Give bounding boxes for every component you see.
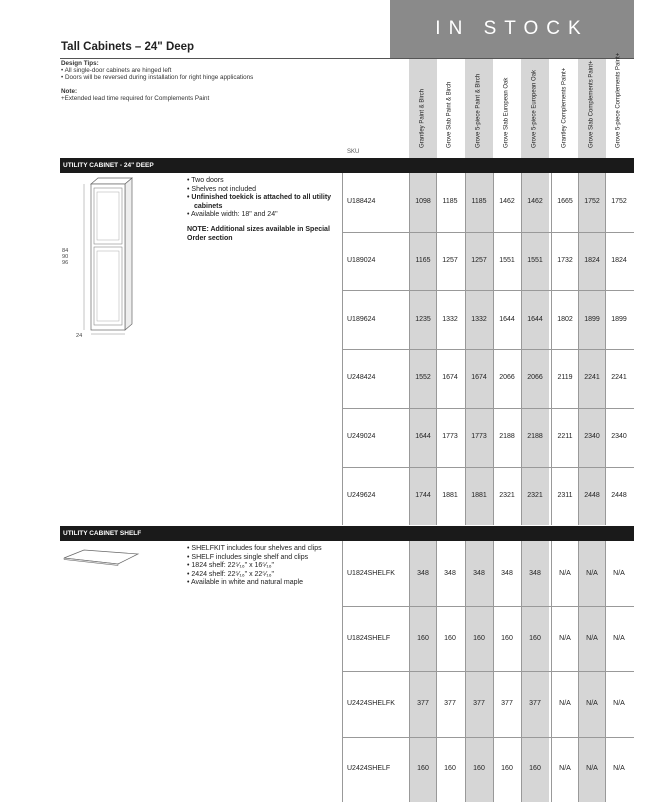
price-cell: 1257: [471, 257, 487, 265]
price-cell: 2311: [557, 491, 573, 499]
grid-line: [342, 467, 634, 468]
price-cell: 2340: [584, 433, 600, 441]
bullet-item: • 2424 shelf: 22⁵⁄₁₆" x 22⁵⁄₁₆": [187, 570, 275, 578]
design-tips: [61, 60, 341, 102]
bullet-item: • SHELF includes single shelf and clips: [187, 553, 309, 561]
price-cell: 1732: [557, 257, 573, 265]
price-cell: 2448: [584, 491, 600, 499]
price-cell: 1462: [499, 198, 515, 206]
width-dimension: 24: [76, 333, 83, 339]
price-cell: 2321: [499, 491, 515, 499]
price-cell: N/A: [586, 700, 598, 707]
price-cell: 2241: [584, 374, 600, 382]
column-header-label: Grove 5-piece Paint & Birch: [475, 74, 482, 149]
price-cell: 1802: [557, 315, 573, 323]
height-dimension: 84 90 96: [62, 248, 69, 266]
price-cell: 160: [501, 634, 513, 642]
column-header-label: Grove 5-piece European Oak: [531, 70, 538, 149]
bullet-item: • 1824 shelf: 22⁵⁄₁₆" x 16⁵⁄₁₆": [187, 562, 275, 570]
tip-item: • All single-door cabinets are hinged left: [61, 67, 172, 74]
price-cell: 377: [529, 700, 541, 707]
sku-cell: U2424SHELFK: [347, 700, 395, 707]
price-cell: 160: [501, 765, 513, 773]
price-cell: 1773: [442, 433, 458, 441]
grid-line: [342, 408, 634, 409]
price-cell: 160: [529, 634, 541, 642]
column-header: [493, 59, 521, 155]
price-cell: 2188: [527, 433, 543, 441]
price-cell: 1462: [527, 198, 543, 206]
price-cell: N/A: [613, 634, 625, 642]
column-header: [465, 59, 493, 155]
price-cell: N/A: [613, 765, 625, 773]
sku-cell: U1824SHELFK: [347, 569, 395, 577]
shelf-drawing: [62, 548, 140, 568]
sku-cell: U189024: [347, 257, 376, 265]
price-cell: 2066: [527, 374, 543, 382]
price-cell: 1185: [471, 198, 487, 206]
price-cell: 1332: [471, 315, 487, 323]
tips-heading: Design Tips:: [61, 60, 99, 67]
price-cell: 2448: [611, 491, 627, 499]
column-header-label: Grantley Complements Paint+: [561, 68, 568, 149]
price-cell: 2119: [557, 374, 573, 382]
price-cell: N/A: [559, 700, 571, 707]
column-header: [436, 59, 464, 155]
column-header-label: Grove Slab European Oak: [503, 78, 510, 149]
bullet-item: • Shelves not included: [187, 185, 257, 193]
section-header: UTILITY CABINET - 24" DEEP: [60, 158, 634, 173]
utility-cabinet-drawing: [70, 176, 140, 336]
price-cell: 1899: [584, 315, 600, 323]
price-cell: 1332: [442, 315, 458, 323]
grid-line: [342, 232, 634, 233]
sku-cell: U2424SHELF: [347, 765, 391, 773]
price-cell: 1098: [415, 198, 431, 206]
grid-line: [342, 737, 634, 738]
price-cell: 377: [473, 700, 485, 707]
price-cell: 160: [473, 634, 485, 642]
price-cell: 2340: [611, 433, 627, 441]
price-cell: N/A: [613, 569, 625, 577]
price-cell: 1551: [499, 257, 515, 265]
price-cell: N/A: [586, 765, 598, 773]
price-cell: 160: [473, 765, 485, 773]
price-cell: N/A: [586, 634, 598, 642]
price-cell: N/A: [559, 569, 571, 577]
price-cell: 2241: [611, 374, 627, 382]
shelf-bullets: [187, 545, 342, 588]
price-cell: 1644: [415, 433, 431, 441]
column-header: [578, 59, 606, 155]
column-header: [521, 59, 549, 155]
price-cell: 2066: [499, 374, 515, 382]
price-cell: 1881: [442, 491, 458, 499]
grid-line: [342, 349, 634, 350]
price-cell: 160: [417, 634, 429, 642]
price-cell: 1899: [611, 315, 627, 323]
price-cell: 1235: [415, 315, 431, 323]
price-cell: 1773: [471, 433, 487, 441]
price-cell: 1824: [611, 257, 627, 265]
column-header-label: Grove 5-piece Complements Paint+: [615, 53, 622, 149]
price-cell: 2188: [499, 433, 515, 441]
price-cell: 1185: [442, 198, 458, 206]
sku-cell: U1824SHELF: [347, 634, 391, 642]
price-cell: 1881: [471, 491, 487, 499]
bullet-item: • SHELFKIT includes four shelves and clips: [187, 545, 322, 552]
price-cell: 1552: [415, 374, 431, 382]
price-cell: 160: [444, 634, 456, 642]
utility-cabinet-bullets: [187, 177, 337, 243]
column-header-label: Grove Slab Complements Paint+: [588, 60, 595, 149]
price-cell: 1752: [611, 198, 627, 206]
price-cell: 1644: [499, 315, 515, 323]
grid-line: [342, 606, 634, 607]
price-cell: 377: [417, 700, 429, 707]
price-cell: N/A: [613, 700, 625, 707]
price-cell: 348: [529, 569, 541, 577]
price-cell: 1674: [471, 374, 487, 382]
price-cell: 1665: [557, 198, 573, 206]
price-cell: 2321: [527, 491, 543, 499]
sku-cell: U188424: [347, 198, 376, 206]
column-header-label: Grantley Paint & Birch: [419, 89, 426, 149]
price-cell: 1752: [584, 198, 600, 206]
price-cell: 1165: [415, 257, 431, 265]
note-heading: Note:: [61, 88, 78, 95]
column-header-label: Grove Slab Paint & Birch: [446, 82, 453, 149]
price-cell: 1551: [527, 257, 543, 265]
sku-cell: U249624: [347, 491, 376, 499]
price-cell: 2211: [557, 433, 573, 441]
bullet-item: • Unfinished toekick is attached to all utility cabinets: [187, 194, 332, 210]
price-cell: N/A: [559, 765, 571, 773]
section-header: UTILITY CABINET SHELF: [60, 526, 634, 541]
bullet-item: • Available in white and natural maple: [187, 579, 303, 587]
column-header: [551, 59, 579, 155]
price-cell: 348: [501, 569, 513, 577]
tip-item: • Doors will be reversed during installation for right hinge applications: [61, 74, 254, 81]
column-header: [409, 59, 437, 155]
price-cell: 377: [501, 700, 513, 707]
note-text: +Extended lead time required for Complements Paint: [61, 95, 210, 102]
price-cell: 1824: [584, 257, 600, 265]
price-cell: N/A: [586, 569, 598, 577]
price-cell: 348: [444, 569, 456, 577]
price-cell: 1674: [442, 374, 458, 382]
price-cell: 377: [444, 700, 456, 707]
sku-cell: U249024: [347, 433, 376, 441]
section-note: NOTE: Additional sizes available in Special Order section: [187, 225, 330, 242]
price-cell: 348: [417, 569, 429, 577]
page-title: Tall Cabinets – 24" Deep: [61, 41, 195, 53]
sku-column-header: SKU: [347, 149, 360, 155]
price-cell: 348: [473, 569, 485, 577]
price-cell: 160: [444, 765, 456, 773]
sku-cell: U248424: [347, 374, 376, 382]
price-cell: 1257: [442, 257, 458, 265]
grid-line: [342, 290, 634, 291]
column-header: [605, 53, 633, 155]
grid-line: [342, 671, 634, 672]
price-cell: 160: [417, 765, 429, 773]
sku-cell: U189624: [347, 315, 376, 323]
bullet-item: • Two doors: [187, 177, 224, 184]
price-cell: 160: [529, 765, 541, 773]
bullet-item: • Available width: 18" and 24": [187, 211, 278, 219]
price-cell: N/A: [559, 634, 571, 642]
in-stock-banner: IN STOCK: [390, 0, 634, 58]
price-cell: 1744: [415, 491, 431, 499]
price-cell: 1644: [527, 315, 543, 323]
